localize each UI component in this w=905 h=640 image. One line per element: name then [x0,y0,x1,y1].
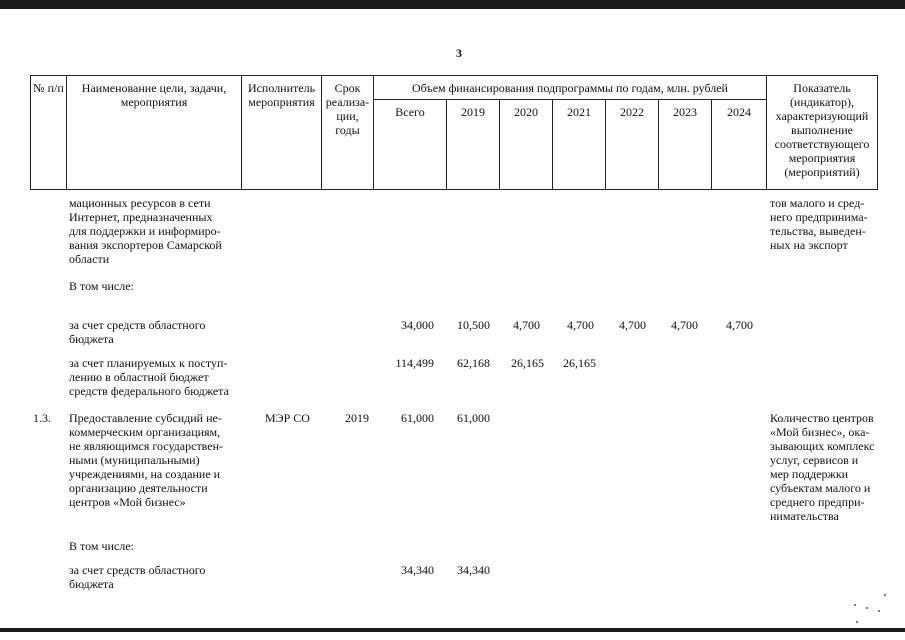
continued-name-line: мационных ресурсов в сети [69,196,211,210]
item-indicator-line: среднего предпри- [770,495,865,509]
federal-2019: 62,168 [457,356,490,370]
header-total: Всего [373,99,447,190]
regional2-2019: 34,340 [457,563,490,577]
item-indicator-line: нимательства [770,509,839,523]
item-indicator-line: субъектам малого и [770,481,871,495]
federal-2020: 26,165 [511,356,544,370]
item-total: 61,000 [401,411,434,425]
header-no: № п/п [30,75,67,190]
header-name: Наименование цели, задачи, мероприятия [66,75,242,190]
header-financing: Объем финансирования подпрограммы по годам, млн. рублей [373,75,767,100]
header-year-2020: 2020 [499,99,553,190]
table-header [30,75,878,190]
including-label: В том числе: [69,539,134,553]
continued-name-line: Интернет, предназначенных [69,210,213,224]
header-indicator: Показатель (индикатор), характеризующий выполнение соответствующего мероприятия (мероприятий) [766,75,878,190]
regional-2023: 4,700 [671,318,698,332]
header-year-2023: 2023 [658,99,712,190]
continued-indicator-line: ных на экспорт [770,238,848,252]
continued-name-line: для поддержки и информиро- [69,224,221,238]
regional-2022: 4,700 [619,318,646,332]
item-name-line: Предоставление субсидий не- [69,411,222,425]
item-name-line: ными (муниципальными) [69,453,200,467]
federal-2021: 26,165 [563,356,596,370]
continued-indicator-line: тов малого и сред- [770,196,865,210]
regional-budget-name: за счет средств областного [69,318,206,332]
federal-budget-name: за счет планируемых к поступ- [69,356,228,370]
item-name-line: коммерческим организациям, [69,425,221,439]
header-year-2022: 2022 [605,99,659,190]
including-label: В том числе: [69,279,134,293]
item-indicator-line: Количество центров [770,411,874,425]
item-indicator-line: зывающих комплекс [770,439,875,453]
regional-2021: 4,700 [567,318,594,332]
regional2-total: 34,340 [401,563,434,577]
header-year-2024: 2024 [711,99,767,190]
regional-2024: 4,700 [726,318,753,332]
header-year-2021: 2021 [552,99,606,190]
item-indicator-line: мер поддержки [770,467,849,481]
scan-speck [854,604,856,606]
continued-name-line: области [69,252,110,266]
header-executor: Исполнитель мероприятия [241,75,322,190]
item-name-line: учреждениями, на создание и [69,467,221,481]
item-name-line: центров «Мой бизнес» [69,495,186,509]
regional-budget-name: за счет средств областного [69,563,206,577]
bottom-scan-border [0,628,905,632]
regional-budget-name: бюджета [69,577,114,591]
item-term: 2019 [345,411,369,425]
header-year-2019: 2019 [446,99,500,190]
federal-total: 114,499 [395,356,434,370]
scan-speck [856,621,858,623]
top-scan-border [0,0,905,9]
scan-speck [884,594,886,596]
item-indicator-line: «Мой бизнес», ока- [770,425,870,439]
regional-2019: 10,500 [457,318,490,332]
item-2019: 61,000 [457,411,490,425]
header-term: Срок реализа-ции, годы [321,75,374,190]
page-number: 3 [456,46,462,60]
item-name-line: организацию деятельности [69,481,208,495]
item-indicator-line: услуг, сервисов и [770,453,859,467]
scan-speck [878,610,880,612]
continued-indicator-line: него предпринима- [770,210,868,224]
item-number: 1.3. [33,411,51,425]
item-executor: МЭР СО [265,411,310,425]
regional-budget-name: бюджета [69,332,114,346]
federal-budget-name: лению в областной бюджет [69,370,209,384]
regional-total: 34,000 [401,318,434,332]
item-name-line: не являющимся государствен- [69,439,224,453]
scan-speck [866,607,868,609]
continued-indicator-line: тельства, выведен- [770,224,866,238]
continued-name-line: вания экспортеров Самарской [69,238,222,252]
federal-budget-name: средств федерального бюджета [69,384,229,398]
regional-2020: 4,700 [513,318,540,332]
